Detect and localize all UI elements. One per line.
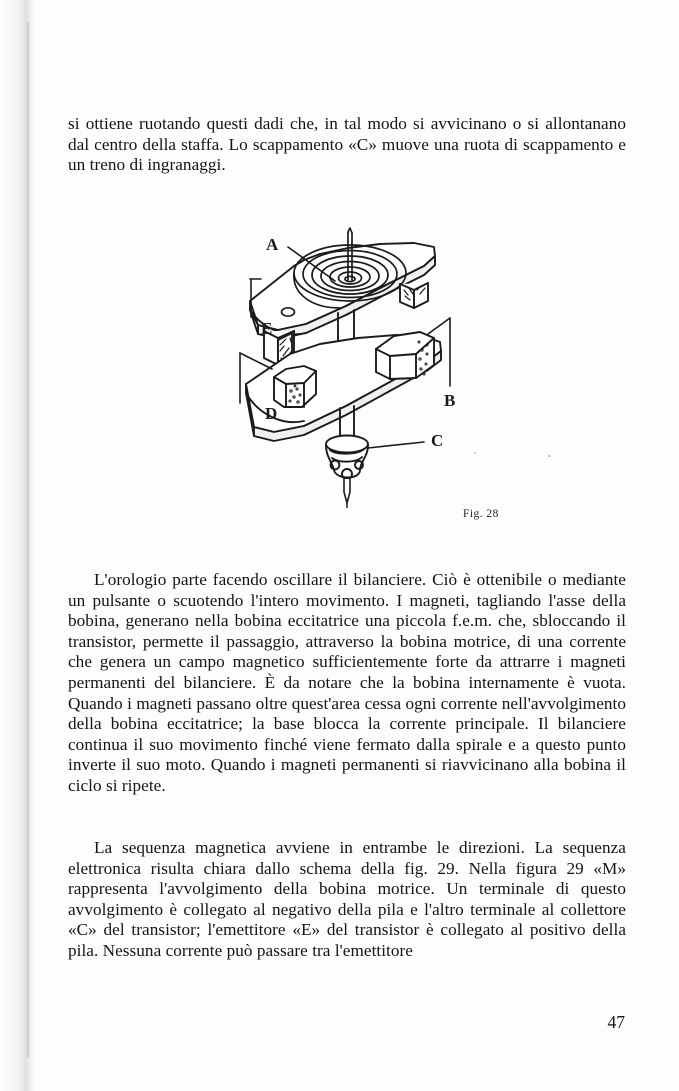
top-paragraph-block bbox=[68, 114, 626, 176]
figure-label-b: B bbox=[444, 391, 456, 410]
figure-caption: Fig. 28 bbox=[463, 508, 499, 520]
figure-28 bbox=[0, 218, 679, 538]
scan-gutter-line bbox=[27, 22, 29, 1057]
top-paragraph-text: si ottiene ruotando questi dadi che, in tal modo si avvicinano o si allontanano dal centro della staffa. Lo scappamento «C» muove una ruota di scappamento e un treno di ingranaggi. bbox=[68, 114, 626, 175]
scan-gutter-shadow bbox=[0, 0, 34, 1091]
figure-28-illustration bbox=[228, 218, 480, 508]
body-paragraph-1-block bbox=[68, 570, 626, 797]
figure-label-a: A bbox=[266, 235, 279, 254]
body-paragraph-1-text: L'orologio parte facendo oscillare il bilanciere. Ciò è ottenibile o mediante un pulsante o scuotendo l'intero movimento. I magneti, tagliando l'asse della bobina, generano nella bobina eccitatrice una piccola f.e.m. che, sbloccando il transistor, permette il passaggio, attraverso la bobina motrice, di una corrente che genera un campo magnetico sufficientemente forte da attrarre i magneti permanenti del bilanciere. È da notare che la bobina internamente è vuota. Quando i magneti passano oltre quest'area cessa ogni corrente nell'avvolgimento della bobina eccitatrice; la base blocca la corrente principale. Il bilanciere continua il suo movimento finché viene fermato dalla spirale e a questo punto inverte il suo moto. Quando i magneti permanenti si riavvicinano alla bobina il ciclo si ripete. bbox=[68, 570, 626, 795]
page-number: 47 bbox=[607, 1012, 625, 1032]
figure-label-e: E bbox=[261, 319, 273, 338]
figure-label-d: D bbox=[265, 404, 278, 423]
body-paragraph-2-text: La sequenza magnetica avviene in entrambe le direzioni. La sequenza elettronica risulta chiara dallo schema della fig. 29. Nella figura 29 «M» rappresenta l'avvolgimento della bobina motrice. Un terminale di questo avvolgimento è collegato al negativo della pila e l'altro terminale al collettore «C» del transistor; l'emettitore «E» del transistor è collegato al positivo della pila. Nessuna corrente può passare tra l'emettitore bbox=[68, 838, 626, 960]
body-paragraph-2-block bbox=[68, 838, 626, 962]
figure-label-c: C bbox=[431, 431, 444, 450]
